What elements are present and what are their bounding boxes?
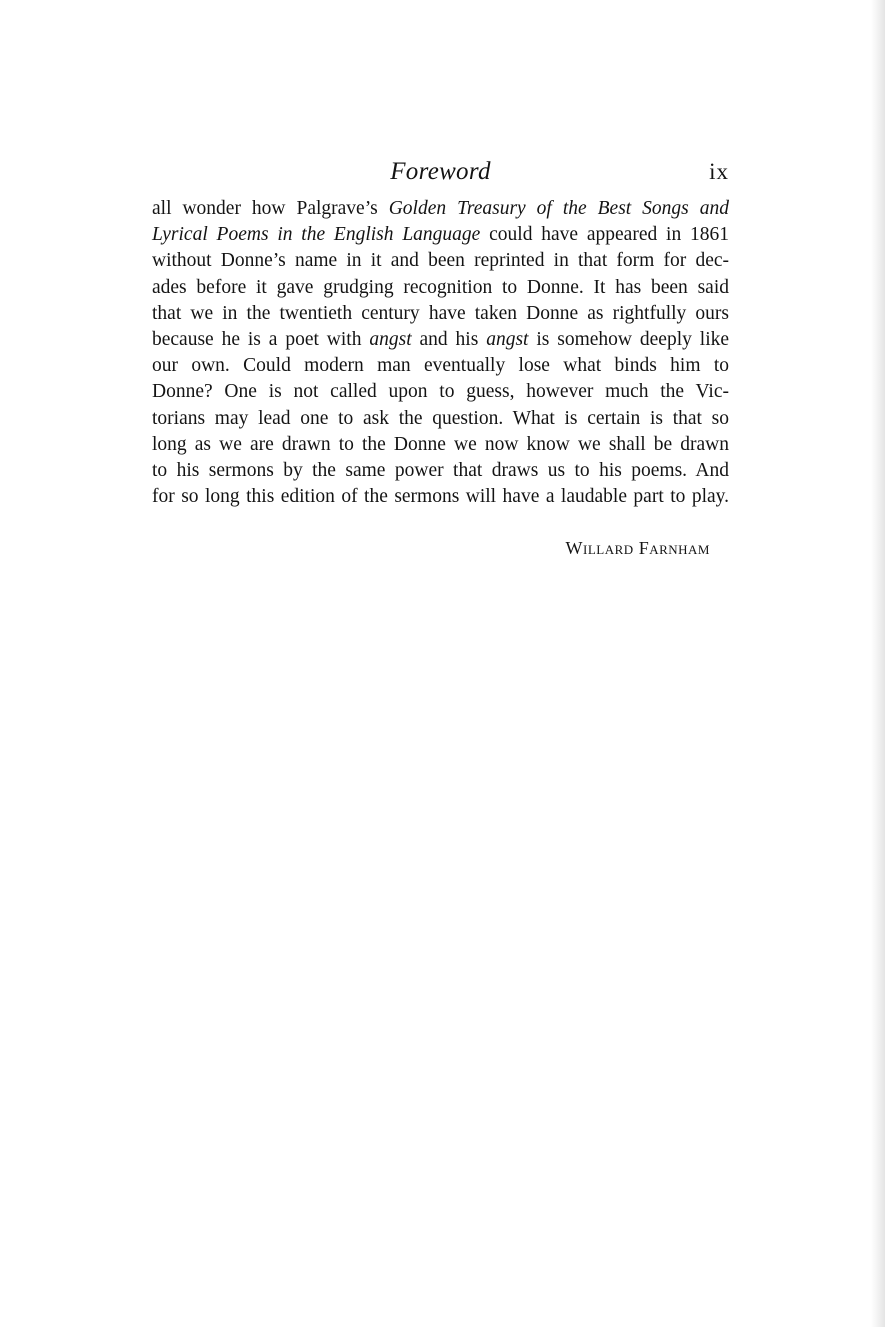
text-line [152,458,729,484]
text-line [152,301,729,327]
italic-text: Golden Treasury of the Best Songs and [388,198,729,219]
page-edge-shadow [871,0,885,1327]
text-run: for so long this edition of the sermons will have a laudable part to play. [152,486,729,508]
running-head [152,157,729,189]
page-number: ix [709,159,729,184]
text-run: without Donne’s name in it and been reprinted in that form for dec- [152,250,729,272]
text-run: long as we are drawn to the Donne we now know we shall be drawn [152,433,729,455]
italic-text: angst [486,329,529,351]
text-run: could have appeared in 1861 [480,224,730,246]
italic-text: angst [369,329,412,351]
text-line [152,248,729,274]
body-paragraph [152,196,729,510]
text-line [152,406,729,432]
text-run: all wonder how Palgrave’s [152,198,389,219]
running-title: Foreword [390,158,491,185]
text-run: our own. Could modern man eventually lose what binds him to [152,355,729,377]
text-run: ades before it gave grudging recognition to Donne. It has been said [152,276,729,298]
text-run: because he is a poet with [152,329,370,351]
text-line [152,196,729,222]
text-line [152,222,729,248]
text-line [152,353,729,379]
text-run: to his sermons by the same power that draws us to his poems. And [152,460,729,482]
italic-text: Lyrical Poems in the English Language [152,224,481,246]
text-run: that we in the twentieth century have taken Donne as rightfully ours [152,302,729,324]
text-run: torians may lead one to ask the question. What is certain is that so [152,407,729,429]
text-line [152,379,729,405]
text-run: Donne? One is not called upon to guess, however much the Vic- [152,381,729,403]
text-run: is somehow deeply like [528,329,730,351]
text-run: and his [411,329,487,351]
text-line [152,432,729,458]
text-line [152,327,729,353]
author-signature: Willard Farnham [565,538,710,558]
text-line [152,484,729,510]
text-line [152,275,729,301]
